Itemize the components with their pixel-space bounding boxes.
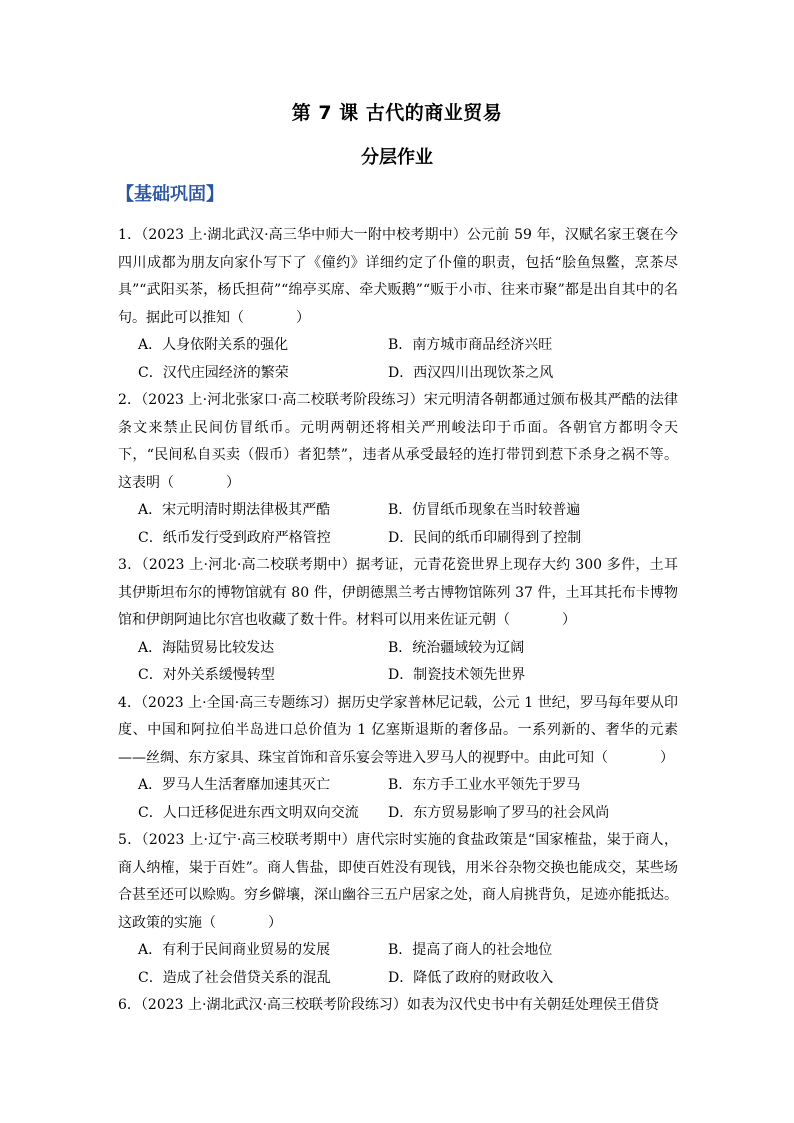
- question-stem: [118, 827, 678, 937]
- option-group: [118, 635, 678, 690]
- question-text: （2023 上·辽宁·高三校联考期中）唐代宗时实施的食盐政策是“国家榷盐，粜于商人，商人纳榷，粜于百姓”。商人售盐，即使百姓没有现钱，用米谷杂物交换也能成交，某些场合甚至还可以赊购。穷乡僻壤，深山幽谷三五户居家之处，商人肩挑背负，足迹亦能抵达。这政策的实施（: [118, 832, 678, 931]
- question-stem: [118, 222, 678, 332]
- option-group: [118, 332, 678, 387]
- option-b: B．统治疆域较为辽阔: [388, 639, 525, 656]
- question-number: 2．: [118, 392, 142, 408]
- question-list: [118, 222, 678, 1020]
- page-subtitle: 分层作业: [361, 147, 433, 168]
- option-c: C．人口迁移促进东西文明双向交流: [138, 804, 359, 821]
- question-text: （2023 上·湖北武汉·高三校联考阶段练习）如表为汉代史书中有关朝廷处理侯王借贷: [140, 997, 659, 1013]
- question-stem: [118, 387, 678, 497]
- question-2: [118, 387, 678, 552]
- question-stem: [118, 992, 678, 1020]
- option-group: [118, 937, 678, 992]
- option-c: C．对外关系缓慢转型: [138, 667, 275, 683]
- question-end: ）: [562, 612, 576, 628]
- question-end: ）: [268, 914, 282, 931]
- question-number: 6．: [118, 997, 141, 1013]
- page-title: 第 7 课 古代的商业贸易: [291, 102, 503, 124]
- question-6: [118, 992, 678, 1020]
- option-d: D．降低了政府的财政收入: [388, 969, 554, 986]
- option-d: D．制瓷技术领先世界: [388, 667, 526, 683]
- question-stem: [118, 552, 678, 635]
- option-group: [118, 497, 678, 552]
- option-c: C．汉代庄园经济的繁荣: [138, 364, 289, 381]
- question-text: （2023 上·全国·高三专题练习）据历史学家普林尼记载，公元 1 世纪，罗马每年要从印度、中国和阿拉伯半岛进口总价值为 1 亿塞斯退斯的奢侈品。一系列新的、奢华的元素——丝绸、东方家具、珠宝首饰和音乐宴会等进入罗马人的视野中。由此可知（: [118, 694, 678, 766]
- question-end: ）: [296, 309, 310, 326]
- question-text: （2023 上·河北·高二校联考期中）据考证，元青花瓷世界上现存大约 300 多件，土耳其伊斯坦布尔的博物馆就有 80 件，伊朗德黑兰考古博物馆陈列 37 件，土耳其托布卡博物馆和伊朗阿迪比尔宫也收藏了数十件。材料可以用来佐证元朝（: [118, 557, 678, 628]
- option-a: A．人身依附关系的强化: [138, 337, 289, 353]
- section-heading: 【基础巩固】: [116, 184, 224, 205]
- question-text: （2023 上·湖北武汉·高三华中师大一附中校考期中）公元前 59 年，汉赋名家王褒在今四川成都为朋友向家仆写下了《僮约》详细约定了仆僮的职责，包括“脍鱼炰鳖，烹茶尽具”“武阳买茶，杨氏担荷”“绵亭买席、牵犬贩鹅”“贩于小市、往来市聚”都是出自其中的名句。据此可以推知（: [118, 227, 678, 326]
- question-3: [118, 552, 678, 690]
- option-c: C．造成了社会借贷关系的混乱: [138, 969, 331, 986]
- question-number: 1．: [118, 227, 142, 243]
- option-d: D．西汉四川出现饮茶之风: [388, 364, 554, 381]
- option-b: B．南方城市商品经济兴旺: [388, 337, 553, 353]
- question-end: ）: [660, 749, 674, 766]
- option-a: A．罗马人生活奢靡加速其灭亡: [138, 777, 331, 793]
- option-a: A．宋元明清时期法律极其严酷: [138, 502, 331, 518]
- option-d: D．民间的纸币印刷得到了控制: [388, 529, 582, 546]
- option-b: B．仿冒纸币现象在当时较普遍: [388, 502, 581, 518]
- option-c: C．纸币发行受到政府严格管控: [138, 529, 331, 546]
- option-b: B．提高了商人的社会地位: [388, 942, 553, 958]
- option-group: [118, 772, 678, 827]
- question-number: 3．: [118, 557, 142, 573]
- option-a: A．有利于民间商业贸易的发展: [138, 942, 331, 958]
- question-text: （2023 上·河北张家口·高二校联考阶段练习）宋元明清各朝都通过颁布极其严酷的法律条文来禁止民间仿冒纸币。元明两朝还将相关严刑峻法印于币面。各朝官方都明令天下，“民间私自买卖（假币）者犯禁”，违者从承受最轻的连打带罚到惹下杀身之祸不等。这表明（: [118, 392, 678, 491]
- question-number: 4．: [118, 694, 141, 711]
- question-number: 5．: [118, 832, 142, 848]
- question-4: [118, 690, 678, 828]
- question-stem: [118, 690, 678, 773]
- option-a: A．海陆贸易比较发达: [138, 639, 275, 656]
- option-d: D．东方贸易影响了罗马的社会风尚: [388, 804, 610, 821]
- option-b: B．东方手工业水平领先于罗马: [388, 777, 581, 793]
- question-1: [118, 222, 678, 387]
- question-5: [118, 827, 678, 992]
- question-end: ）: [226, 474, 240, 491]
